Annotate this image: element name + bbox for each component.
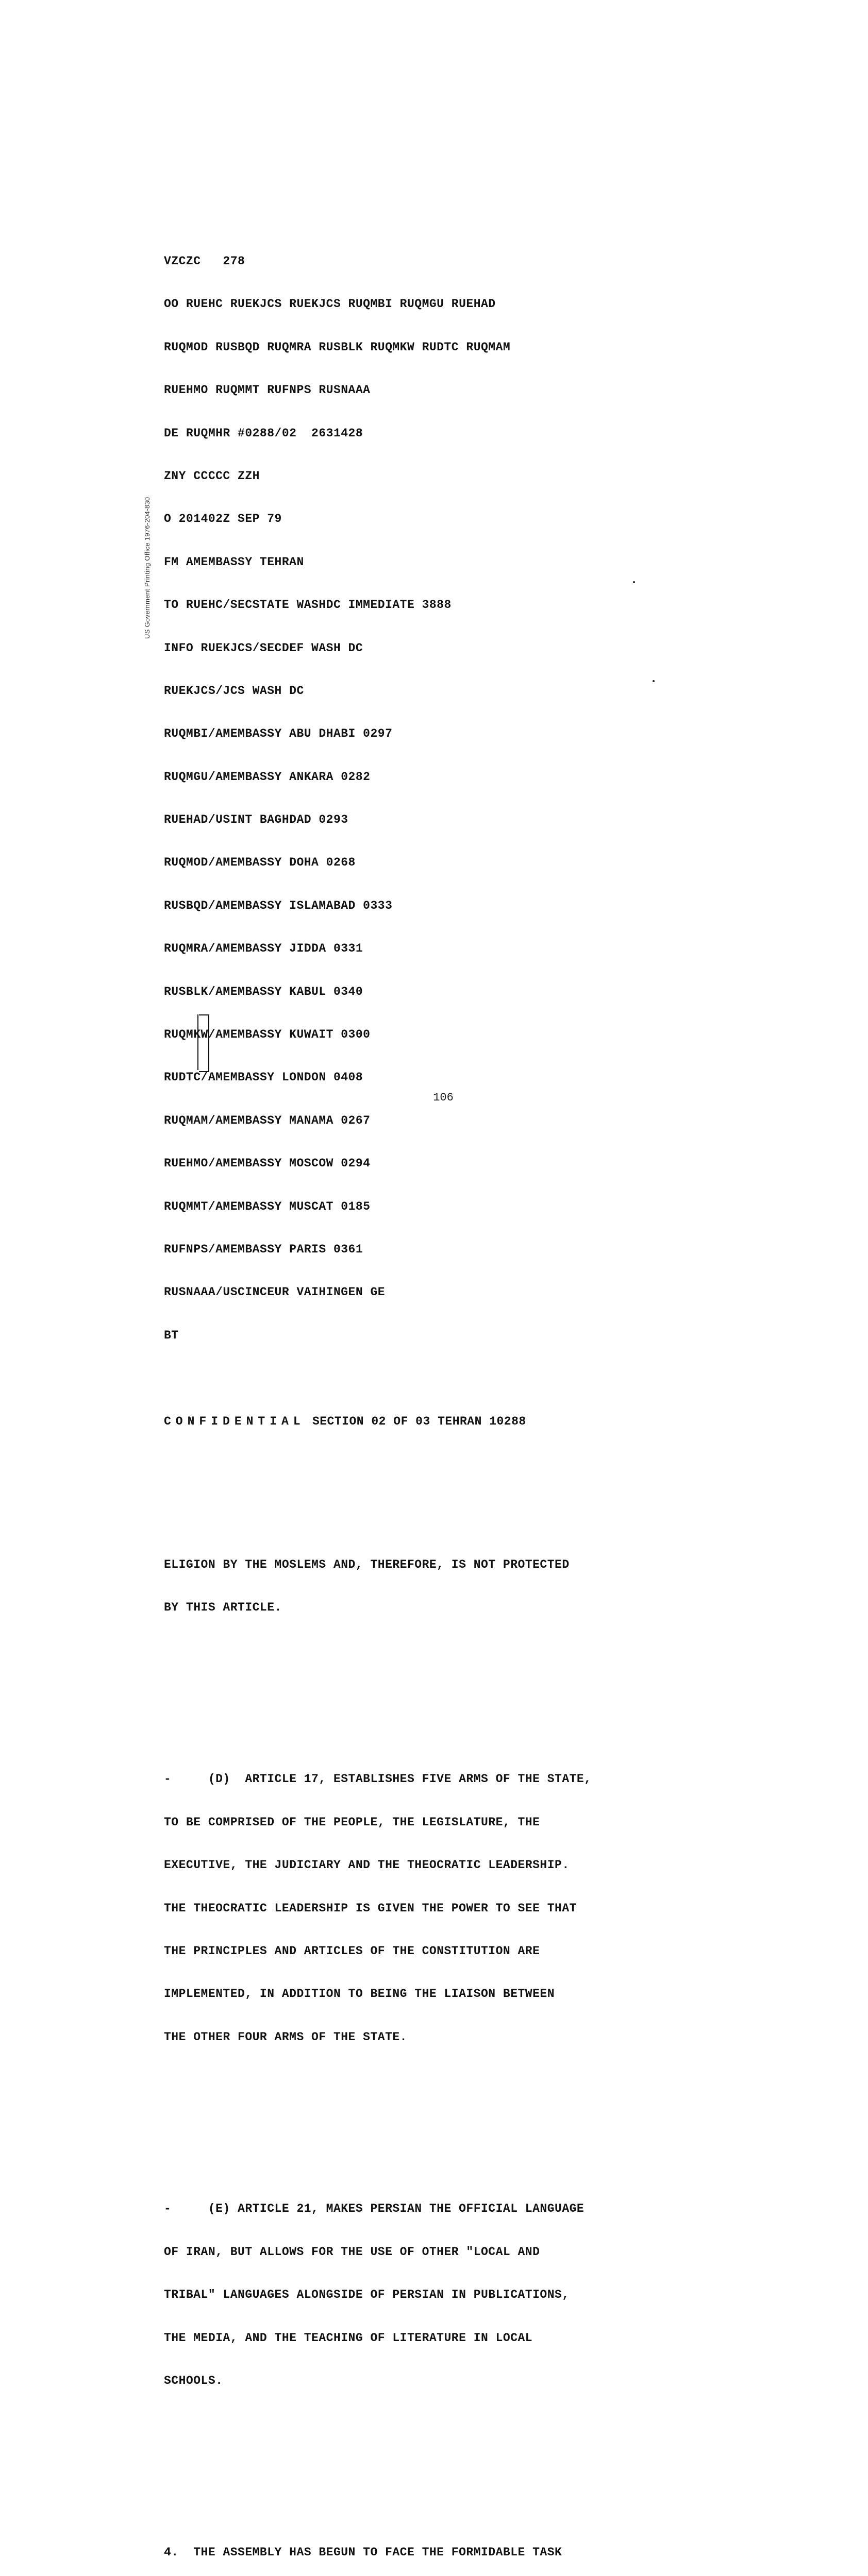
paragraph-line: THE MEDIA, AND THE TEACHING OF LITERATURE IN LOCAL: [164, 2331, 533, 2345]
paragraph-line: BY THIS ARTICLE.: [164, 1600, 282, 1614]
classification-line: [164, 1415, 690, 1429]
header-line: DE RUQMHR #0288/02 2631428: [164, 426, 363, 440]
header-line: RUQMGU/AMEMBASSY ANKARA 0282: [164, 770, 371, 784]
header-line: TO RUEHC/SECSTATE WASHDC IMMEDIATE 3888: [164, 598, 452, 612]
header-line: ZNY CCCCC ZZH: [164, 469, 260, 483]
header-line: RUDTC/AMEMBASSY LONDON 0408: [164, 1071, 363, 1084]
paragraph: [164, 1744, 690, 2073]
header-line: RUQMMT/AMEMBASSY MUSCAT 0185: [164, 1199, 371, 1213]
header-line: O 201402Z SEP 79: [164, 512, 282, 526]
routing-header: [164, 226, 690, 1371]
header-line: INFO RUEKJCS/SECDEF WASH DC: [164, 641, 363, 655]
section-reference: SECTION 02 OF 03 TEHRAN 10288: [312, 1414, 526, 1428]
margin-bracket-mark: [199, 1014, 209, 1072]
header-line: RUEHAD/USINT BAGHDAD 0293: [164, 813, 348, 827]
header-line: RUQMOD RUSBQD RUQMRA RUSBLK RUQMKW RUDTC RUQMAM: [164, 340, 511, 354]
header-line: OO RUEHC RUEKJCS RUEKJCS RUQMBI RUQMGU RUEHAD: [164, 297, 496, 311]
paragraph-line: - (D) ARTICLE 17, ESTABLISHES FIVE ARMS OF THE STATE,: [164, 1772, 592, 1786]
telegram-body: [164, 183, 690, 2576]
classification-word: CONFIDENTIAL: [164, 1414, 305, 1428]
header-line: RUEHMO/AMEMBASSY MOSCOW 0294: [164, 1157, 371, 1171]
header-line: BT: [164, 1328, 179, 1342]
header-line: RUQMOD/AMEMBASSY DOHA 0268: [164, 856, 356, 870]
paragraph-line: IMPLEMENTED, IN ADDITION TO BEING THE LIAISON BETWEEN: [164, 1987, 555, 2001]
paragraph-line: - (E) ARTICLE 21, MAKES PERSIAN THE OFFICIAL LANGUAGE: [164, 2202, 585, 2216]
header-line: RUQMAM/AMEMBASSY MANAMA 0267: [164, 1113, 371, 1127]
paragraph: [164, 2517, 690, 2576]
printing-office-note: US Government Printing Office 1976-204-830: [143, 497, 151, 639]
header-line: FM AMEMBASSY TEHRAN: [164, 555, 304, 569]
paragraph-line: THE THEOCRATIC LEADERSHIP IS GIVEN THE POWER TO SEE THAT: [164, 1901, 577, 1915]
header-line: RUEHMO RUQMMT RUFNPS RUSNAAA: [164, 383, 371, 397]
header-line: RUQMRA/AMEMBASSY JIDDA 0331: [164, 942, 363, 956]
paragraph-line: TO BE COMPRISED OF THE PEOPLE, THE LEGISLATURE, THE: [164, 1815, 540, 1829]
paragraph-line: THE OTHER FOUR ARMS OF THE STATE.: [164, 2030, 407, 2044]
paragraph-line: ELIGION BY THE MOSLEMS AND, THEREFORE, IS NOT PROTECTED: [164, 1557, 570, 1571]
stray-mark: [653, 680, 655, 682]
header-line: RUSBQD/AMEMBASSY ISLAMABAD 0333: [164, 899, 393, 912]
paragraph: [164, 1529, 690, 1643]
header-line: RUEKJCS/JCS WASH DC: [164, 684, 304, 698]
header-line: RUQMBI/AMEMBASSY ABU DHABI 0297: [164, 727, 393, 741]
paragraph: [164, 2174, 690, 2417]
header-line: RUQMKW/AMEMBASSY KUWAIT 0300: [164, 1028, 371, 1042]
header-line: VZCZC 278: [164, 254, 245, 268]
stray-mark: [633, 581, 635, 583]
paragraph-line: TRIBAL" LANGUAGES ALONGSIDE OF PERSIAN IN PUBLICATIONS,: [164, 2288, 570, 2302]
header-line: RUFNPS/AMEMBASSY PARIS 0361: [164, 1242, 363, 1256]
paragraph-line: THE PRINCIPLES AND ARTICLES OF THE CONSTITUTION ARE: [164, 1944, 540, 1958]
paragraph-line: EXECUTIVE, THE JUDICIARY AND THE THEOCRATIC LEADERSHIP.: [164, 1858, 570, 1872]
paragraph-line: OF IRAN, BUT ALLOWS FOR THE USE OF OTHER "LOCAL AND: [164, 2245, 540, 2259]
page-number: 106: [433, 1091, 454, 1104]
paragraph-line: SCHOOLS.: [164, 2374, 223, 2387]
header-line: RUSBLK/AMEMBASSY KABUL 0340: [164, 985, 363, 998]
paragraph-line: 4. THE ASSEMBLY HAS BEGUN TO FACE THE FORMIDABLE TASK: [164, 2546, 562, 2560]
header-line: RUSNAAA/USCINCEUR VAIHINGEN GE: [164, 1285, 386, 1299]
